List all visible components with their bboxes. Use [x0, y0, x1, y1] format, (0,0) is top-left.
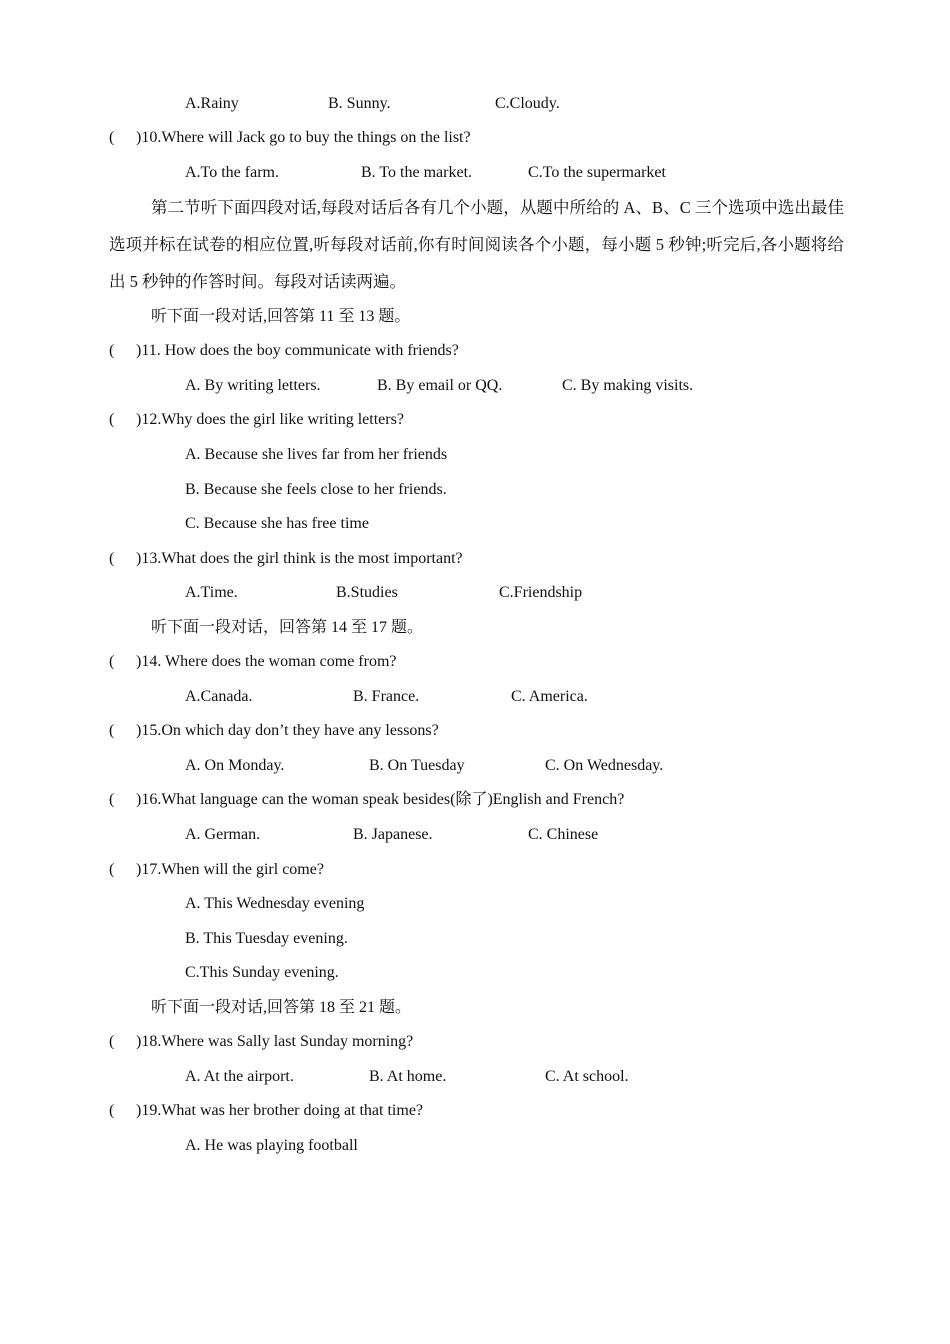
q10-option-b[interactable]: B. To the market.: [361, 164, 473, 181]
q19-option-a[interactable]: A. He was playing football: [185, 1137, 358, 1154]
q12-option-a-line: [0, 443, 950, 467]
q17-option-a[interactable]: A. This Wednesday evening: [185, 895, 365, 912]
answer-blank-14[interactable]: (: [109, 653, 115, 670]
q17-option-b-line: [0, 927, 950, 951]
question-12: [0, 408, 950, 432]
q11-option-b[interactable]: B. By email or QQ.: [377, 377, 503, 394]
q9-options: [0, 92, 950, 116]
question-15: [0, 719, 950, 743]
q16-option-a[interactable]: A. German.: [185, 826, 261, 843]
q18-option-a[interactable]: A. At the airport.: [185, 1068, 294, 1085]
answer-blank-15[interactable]: (: [109, 722, 115, 739]
q18-option-b[interactable]: B. At home.: [369, 1068, 447, 1085]
question-18-text: )18.Where was Sally last Sunday morning?: [136, 1033, 414, 1050]
question-10: [0, 126, 950, 150]
q10-options: [0, 161, 950, 185]
answer-blank-19[interactable]: (: [109, 1102, 115, 1119]
q15-option-c[interactable]: C. On Wednesday.: [545, 757, 664, 774]
question-16: [0, 788, 950, 812]
question-17: [0, 858, 950, 882]
q10-option-a[interactable]: A.To the farm.: [185, 164, 279, 181]
q17-option-c[interactable]: C.This Sunday evening.: [185, 964, 339, 981]
intro-18-21: 听下面一段对话,回答第 18 至 21 题。: [151, 999, 412, 1016]
answer-blank-12[interactable]: (: [109, 411, 115, 428]
question-15-text: )15.On which day don’t they have any lessons?: [136, 722, 439, 739]
q11-options: [0, 374, 950, 398]
q16-options: [0, 823, 950, 847]
question-18: [0, 1030, 950, 1054]
question-12-text: )12.Why does the girl like writing letters?: [136, 411, 404, 428]
q12-option-c-line: [0, 512, 950, 536]
q12-option-b[interactable]: B. Because she feels close to her friends.: [185, 481, 447, 498]
question-19: [0, 1099, 950, 1123]
q19-option-a-line: [0, 1134, 950, 1158]
question-13-text: )13.What does the girl think is the most important?: [136, 550, 463, 567]
answer-blank-17[interactable]: (: [109, 861, 115, 878]
question-19-text: )19.What was her brother doing at that time?: [136, 1102, 424, 1119]
question-11: [0, 339, 950, 363]
question-16-text: )16.What language can the woman speak besides(除了)English and French?: [136, 791, 625, 808]
q13-option-a[interactable]: A.Time.: [185, 584, 238, 601]
q16-option-b[interactable]: B. Japanese.: [353, 826, 433, 843]
q15-option-b[interactable]: B. On Tuesday: [369, 757, 465, 774]
q12-option-c[interactable]: C. Because she has free time: [185, 515, 369, 532]
answer-blank-16[interactable]: (: [109, 791, 115, 808]
q13-options: [0, 581, 950, 605]
question-11-text: )11. How does the boy communicate with friends?: [136, 342, 459, 359]
q9-option-c[interactable]: C.Cloudy.: [495, 95, 560, 112]
intro-18-21-line: [0, 996, 950, 1020]
q13-option-c[interactable]: C.Friendship: [499, 584, 583, 601]
intro-11-13: 听下面一段对话,回答第 11 至 13 题。: [151, 308, 411, 325]
q17-option-b[interactable]: B. This Tuesday evening.: [185, 930, 348, 947]
q15-option-a[interactable]: A. On Monday.: [185, 757, 285, 774]
q15-options: [0, 754, 950, 778]
q11-option-c[interactable]: C. By making visits.: [562, 377, 694, 394]
intro-11-13-line: [0, 305, 950, 329]
answer-blank-13[interactable]: (: [109, 550, 115, 567]
question-14: [0, 650, 950, 674]
q17-option-c-line: [0, 961, 950, 985]
question-17-text: )17.When will the girl come?: [136, 861, 324, 878]
q14-option-c[interactable]: C. America.: [511, 688, 588, 705]
q11-option-a[interactable]: A. By writing letters.: [185, 377, 321, 394]
q12-option-a[interactable]: A. Because she lives far from her friends: [185, 446, 448, 463]
section2-instructions: 第二节听下面四段对话,每段对话后各有几个小题，从题中所给的 A、B、C 三个选项中选出最佳选项并标在试卷的相应位置,听每段对话前,你有时间阅读各个小题，每小题 5 秒钟;听完后,各小题将给出 5 秒钟的作答时间。每段对话读两遍。: [109, 198, 844, 291]
q16-option-c[interactable]: C. Chinese: [528, 826, 599, 843]
question-14-text: )14. Where does the woman come from?: [136, 653, 397, 670]
answer-blank-11[interactable]: (: [109, 342, 115, 359]
q13-option-b[interactable]: B.Studies: [336, 584, 398, 601]
q18-options: [0, 1065, 950, 1089]
q18-option-c[interactable]: C. At school.: [545, 1068, 629, 1085]
question-10-text: )10.Where will Jack go to buy the things on the list?: [136, 129, 471, 146]
intro-14-17: 听下面一段对话，回答第 14 至 17 题。: [151, 619, 424, 636]
q9-option-b[interactable]: B. Sunny.: [328, 95, 391, 112]
answer-blank-10[interactable]: (: [109, 129, 115, 146]
q14-option-a[interactable]: A.Canada.: [185, 688, 253, 705]
q10-option-c[interactable]: C.To the supermarket: [528, 164, 666, 181]
question-13: [0, 547, 950, 571]
q17-option-a-line: [0, 892, 950, 916]
answer-blank-18[interactable]: (: [109, 1033, 115, 1050]
q9-option-a[interactable]: A.Rainy: [185, 95, 239, 112]
intro-14-17-line: [0, 616, 950, 640]
q12-option-b-line: [0, 478, 950, 502]
q14-options: [0, 685, 950, 709]
q14-option-b[interactable]: B. France.: [353, 688, 420, 705]
